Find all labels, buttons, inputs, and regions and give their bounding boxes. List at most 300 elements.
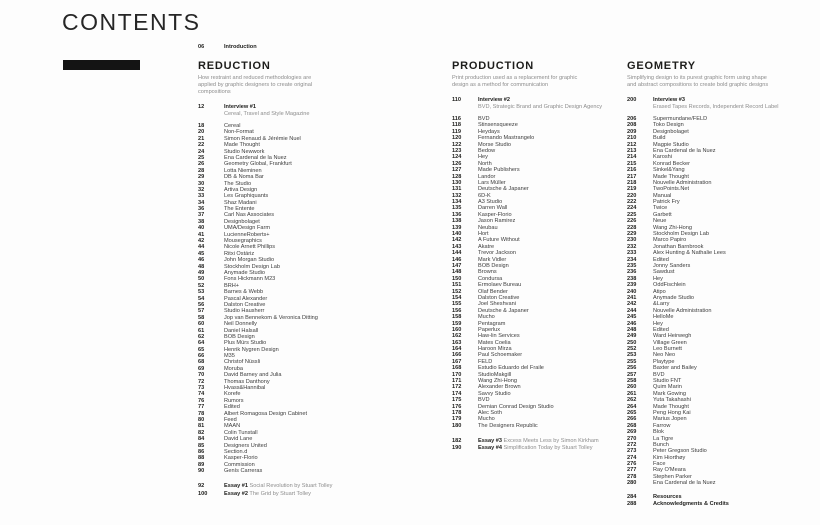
entry-page-number: 24 [198, 148, 205, 155]
entry-page-number: 37 [198, 212, 205, 219]
entry-page-number: 208 [627, 122, 637, 129]
entry-name: Kasper-Florio [224, 455, 258, 462]
entry-name: Haroon Mirza [478, 346, 512, 353]
entry-page-number: 216 [627, 167, 637, 174]
entry-page-number: 89 [198, 461, 205, 468]
entry-name: Heydays [478, 128, 500, 135]
entry-page-number: 68 [198, 359, 205, 366]
entry-name: Designers United [224, 442, 267, 449]
entry-page-number: 258 [627, 378, 637, 385]
entry-page-number: 245 [627, 314, 637, 321]
entry-page-number: 217 [627, 173, 637, 180]
entry-page-number: 233 [627, 250, 637, 257]
interview-title: Interview #2 [478, 97, 511, 103]
entry-page-number: 127 [452, 167, 462, 174]
entry-page-number: 276 [627, 461, 637, 468]
entry-page-number: 72 [198, 378, 205, 385]
entry-page-number: 56 [198, 301, 205, 308]
entry-page-number: 234 [627, 256, 637, 263]
entry-page-number: 220 [627, 192, 637, 199]
entry-page-number: 225 [627, 211, 637, 218]
essays-list [452, 438, 634, 452]
entry-name: Marius Jopen [653, 416, 687, 423]
entry-page-number: 261 [627, 390, 637, 397]
entry-page-number: 252 [627, 346, 637, 353]
entry-name: Carl Nas Associates [224, 212, 275, 219]
entry-page-number: 32 [198, 186, 205, 193]
entry-name: Trevor Jackson [478, 250, 517, 257]
entry-page-number: 20 [198, 129, 205, 136]
entry-name: The Entente [224, 206, 255, 213]
entry-name: Thomas Danthony [224, 378, 270, 385]
entry-page-number: 236 [627, 269, 637, 276]
entry-name: Made Publishers [478, 167, 520, 174]
entry-name: BVD [653, 371, 665, 378]
entry-name: A3 Studio [478, 199, 503, 206]
intro-label: Introduction [224, 44, 257, 50]
entry-name: Haw-lin Services [478, 333, 520, 340]
entry-page-number: 116 [452, 116, 462, 122]
entry-name: Korefe [224, 391, 241, 398]
entry-page-number: 46 [198, 257, 205, 264]
entry-page-number: 150 [452, 275, 462, 282]
interview-entry [198, 104, 430, 118]
entry-name: Face [653, 461, 666, 468]
entry-name: Edited [653, 256, 669, 263]
entry-name: TwoPoints.Net [653, 186, 690, 193]
entry-name: Barnes & Webb [224, 289, 264, 296]
essays-list [198, 483, 430, 497]
entry-name: Lars Müller [478, 179, 506, 186]
entry-page-number: 170 [452, 371, 462, 378]
entry-page-number: 262 [627, 397, 637, 404]
entry-page-number: 266 [627, 416, 637, 423]
interview-title: Interview #1 [224, 104, 257, 110]
entry-name: Garbett [653, 211, 672, 218]
title-underline-bar [63, 60, 140, 70]
entry-page-number: 232 [627, 243, 637, 250]
entry-page-number: 50 [198, 276, 205, 283]
entry-name: Artiva Design [224, 186, 258, 193]
entry-name: Mousegraphics [224, 238, 262, 245]
entry-name: Mucho [478, 416, 495, 423]
interview-row [627, 97, 819, 104]
interview-page-number: 200 [627, 97, 637, 103]
entry-page-number: 226 [627, 218, 637, 225]
section-description: Simplifying design to its purest graphic form using shape and abstract compositions to create bold graphic designs [627, 75, 769, 88]
essay-page-number: 100 [198, 490, 208, 497]
entry-name: Anymade Studio [224, 269, 266, 276]
entry-page-number: 81 [198, 423, 205, 430]
entry-name: BRH+ [224, 282, 240, 289]
entry-name: Alec Soth [478, 409, 502, 416]
entry-page-number: 139 [452, 224, 462, 231]
entry-name: BVD [478, 397, 490, 404]
entry-page-number: 213 [627, 147, 637, 154]
entry-page-number: 159 [452, 320, 462, 327]
entry-page-number: 180 [452, 422, 462, 429]
entry-name: HelloMe [653, 314, 674, 321]
entry-name: Moruba [224, 365, 243, 372]
entry-name: Neo Neo [653, 352, 676, 359]
entry-name: Akatre [478, 243, 495, 250]
entry-page-number: 69 [198, 365, 205, 372]
entry-page-number: 218 [627, 179, 637, 186]
entry-name: Build [653, 135, 666, 142]
entry-page-number: 38 [198, 218, 205, 225]
interview-row [198, 104, 430, 111]
entry-name: Joel Sheshvani [478, 301, 516, 308]
entry-name: Les Graphiquants [224, 193, 269, 200]
entry-row [627, 480, 819, 486]
entry-page-number: 148 [452, 269, 462, 276]
entry-page-number: 255 [627, 358, 637, 365]
entry-name: Darren Wall [478, 205, 508, 212]
entry-page-number: 240 [627, 288, 637, 295]
entry-page-number: 256 [627, 365, 637, 372]
entry-page-number: 235 [627, 262, 637, 269]
entry-name: Ena Cardenal de la Nuez [653, 147, 716, 154]
entry-page-number: 143 [452, 243, 462, 250]
entry-page-number: 171 [452, 378, 462, 385]
essay-row [452, 438, 634, 445]
entry-name: Ritxi Ostáriz [224, 250, 255, 257]
essay-text [478, 445, 593, 452]
entry-name: DB & Noma Bar [224, 174, 264, 181]
entry-name: Hey [653, 320, 663, 327]
entry-name: Edited [653, 326, 669, 333]
entry-page-number: 264 [627, 403, 637, 410]
entry-name: Simon Renaud & Jérémie Nuel [224, 135, 301, 142]
entry-name: Patrick Fry [653, 199, 680, 206]
entry-page-number: 88 [198, 455, 205, 462]
closing-row [627, 501, 819, 508]
entry-name: Nicole Arnett Phillips [224, 244, 275, 251]
entry-page-number: 66 [198, 353, 205, 360]
entry-name: Lotta Nieminen [224, 167, 262, 174]
entry-page-number: 142 [452, 237, 462, 244]
section-column-production [452, 60, 634, 453]
entry-name: Magpie Studio [653, 141, 689, 148]
entry-page-number: 41 [198, 231, 205, 238]
entry-page-number: 249 [627, 333, 637, 340]
entry-page-number: 241 [627, 294, 637, 301]
entry-page-number: 118 [452, 122, 462, 129]
entry-page-number: 167 [452, 358, 462, 365]
entry-name: FELD [478, 358, 493, 365]
entry-page-number: 222 [627, 199, 637, 206]
entry-page-number: 128 [452, 173, 462, 180]
entry-page-number: 273 [627, 448, 637, 455]
entry-name: Feed [224, 416, 237, 423]
entry-name: Stockholm Design Lab [224, 263, 280, 270]
entry-page-number: 147 [452, 262, 462, 269]
entry-name: Peter Gregson Studio [653, 448, 707, 455]
entry-name: Hvass&Hannibal [224, 385, 266, 392]
entry-name: Ray O'Meara [653, 467, 686, 474]
entry-name: Designbolaget [653, 128, 689, 135]
entry-name: Henrik Nygren Design [224, 346, 279, 353]
entry-name: Wang Zhi-Hong [478, 378, 517, 385]
essay-page-number: 182 [452, 438, 462, 445]
entry-page-number: 132 [452, 192, 462, 199]
entry-page-number: 48 [198, 263, 205, 270]
entry-name: Hey [478, 154, 488, 161]
entry-name: Neil Donnelly [224, 321, 257, 328]
entry-name: Leo Burnett [653, 346, 682, 353]
entry-name: Sinkel&Yang [653, 167, 685, 174]
entry-name: Marco Papiro [653, 237, 687, 244]
entry-page-number: 18 [198, 123, 205, 129]
entry-page-number: 123 [452, 147, 462, 154]
entry-page-number: 126 [452, 160, 462, 167]
entry-name: The Studio [224, 180, 252, 187]
entry-name: Village Green [653, 339, 687, 346]
entry-name: Blok [653, 429, 664, 436]
entry-page-number: 53 [198, 289, 205, 296]
entry-name: Pentagram [478, 320, 506, 327]
entry-page-number: 277 [627, 467, 637, 474]
entry-page-number: 52 [198, 282, 205, 289]
essay-page-number: 190 [452, 445, 462, 452]
entry-name: OddFischlein [653, 282, 686, 289]
entry-name: Demian Conrad Design Studio [478, 403, 554, 410]
entry-name: Jop van Bennekom & Veronica Ditting [224, 314, 318, 321]
entry-name: Neubau [478, 224, 498, 231]
entry-name: Mucho [478, 314, 495, 321]
section-heading: REDUCTION [198, 60, 271, 72]
entry-page-number: 239 [627, 282, 637, 289]
entries-list [452, 116, 634, 429]
entry-name: Condursa [478, 275, 503, 282]
entry-name: La Tigre [653, 435, 674, 442]
entry-name: Ward Heirwegh [653, 333, 692, 340]
closing-label: Acknowledgments & Credits [653, 500, 729, 507]
interview-entry [452, 97, 634, 111]
entry-page-number: 25 [198, 154, 205, 161]
entry-name: Nouvelle Administration [653, 307, 712, 314]
entry-page-number: 57 [198, 308, 205, 315]
entry-page-number: 124 [452, 154, 462, 161]
entry-name: Peng Hong Kai [653, 409, 691, 416]
entry-page-number: 77 [198, 404, 205, 411]
entry-page-number: 62 [198, 333, 205, 340]
entry-name: David Barney and Julia [224, 372, 282, 379]
entry-name: Sawdust [653, 269, 675, 276]
entry-name: Stephen Parker [653, 473, 692, 480]
entry-name: Atipo [653, 288, 666, 295]
section-heading: PRODUCTION [452, 60, 534, 72]
page-title: CONTENTS [62, 9, 201, 35]
entry-page-number: 278 [627, 473, 637, 480]
entry-page-number: 136 [452, 211, 462, 218]
entries-list [627, 116, 819, 487]
entry-page-number: 61 [198, 327, 205, 334]
essay-subtitle: Excess Meets Less by Simon Kirkham [503, 438, 599, 445]
essay-row [198, 483, 430, 490]
entry-page-number: 34 [198, 199, 205, 206]
entry-page-number: 130 [452, 179, 462, 186]
entry-name: Hey [653, 275, 663, 282]
interview-page-number: 12 [198, 104, 205, 110]
entry-page-number: 269 [627, 429, 637, 436]
entry-page-number: 209 [627, 128, 637, 135]
entry-page-number: 248 [627, 326, 637, 333]
essay-text [224, 483, 332, 490]
closing-page-number: 284 [627, 493, 637, 500]
entry-name: Designbolaget [224, 218, 260, 225]
entry-name: North [478, 160, 492, 167]
entry-name: Ermolaev Bureau [478, 282, 522, 289]
section-column-geometry [627, 60, 819, 508]
entry-name: Non-Format [224, 129, 254, 136]
entry-page-number: 265 [627, 409, 637, 416]
entry-page-number: 219 [627, 186, 637, 193]
entry-page-number: 244 [627, 307, 637, 314]
entry-name: Savvy Studio [478, 390, 511, 397]
entry-page-number: 246 [627, 320, 637, 327]
entry-page-number: 272 [627, 441, 637, 448]
entry-name: Mark Gowing [653, 390, 686, 397]
entry-name: Christof Nüssli [224, 359, 261, 366]
entry-name: Hort [478, 231, 489, 238]
entry-page-number: 163 [452, 339, 462, 346]
entry-name: Kim Hiorthøy [653, 454, 686, 461]
entry-page-number: 60 [198, 321, 205, 328]
entry-name: Karoshi [653, 154, 672, 161]
entry-page-number: 140 [452, 231, 462, 238]
entry-page-number: 146 [452, 256, 462, 263]
interview-subtitle: Erased Tapes Records, Independent Record Label [653, 104, 779, 110]
entry-page-number: 162 [452, 333, 462, 340]
entry-page-number: 131 [452, 186, 462, 193]
entry-page-number: 73 [198, 385, 205, 392]
entry-name: BVD [478, 116, 490, 122]
entry-page-number: 90 [198, 468, 205, 475]
closing-label: Resources [653, 493, 682, 500]
entry-name: M35 [224, 353, 235, 360]
entry-name: Mates Coelia [478, 339, 511, 346]
entry-name: Supermundane/FELD [653, 116, 708, 122]
entry-page-number: 49 [198, 269, 205, 276]
entry-name: Daniel Halsall [224, 327, 259, 334]
entry-page-number: 268 [627, 422, 637, 429]
interview-page-number: 110 [452, 97, 462, 103]
entry-page-number: 238 [627, 275, 637, 282]
entry-name: &Larry [653, 301, 670, 308]
entry-page-number: 30 [198, 180, 205, 187]
entry-name: Studio Hausherr [224, 308, 265, 315]
entry-name: Studio FNT [653, 378, 682, 385]
entry-name: Commission [224, 461, 255, 468]
entry-name: Mark Vidler [478, 256, 507, 263]
entry-name: Made Thought [653, 173, 689, 180]
entry-page-number: 80 [198, 416, 205, 423]
entry-name: Playtype [653, 358, 675, 365]
entry-page-number: 54 [198, 295, 205, 302]
entry-name: Plus Mürs Studio [224, 340, 267, 347]
intro-page-number: 06 [198, 44, 205, 50]
entry-name: 6D-K [478, 192, 491, 199]
entry-page-number: 210 [627, 135, 637, 142]
entry-page-number: 86 [198, 448, 205, 455]
section-description: Print production used as a replacement for graphic design as a method for communication [452, 75, 578, 88]
entry-page-number: 176 [452, 403, 462, 410]
entry-name: Twice [653, 205, 668, 212]
entry-name: Dalston Creative [478, 294, 520, 301]
entry-name: David Lane [224, 436, 253, 443]
entry-name: Farrow [653, 422, 671, 429]
intro-row [198, 44, 257, 51]
entry-page-number: 36 [198, 206, 205, 213]
entry-name: MAAN [224, 423, 241, 430]
entry-page-number: 280 [627, 480, 637, 487]
entry-name: Quim Marin [653, 384, 682, 391]
essay-page-number: 92 [198, 483, 205, 490]
entry-name: Nouvelle Administration [653, 179, 712, 186]
entry-name: Geometry Global, Frankfurt [224, 161, 292, 168]
essay-row [452, 445, 634, 452]
interview-title: Interview #3 [653, 97, 686, 103]
essay-text [224, 491, 311, 498]
entry-name: Paperlux [478, 326, 501, 333]
entry-page-number: 152 [452, 288, 462, 295]
entry-name: Alexander Brown [478, 384, 521, 391]
entry-name: Paul Schoemaker [478, 352, 523, 359]
entry-page-number: 270 [627, 435, 637, 442]
entry-name: Fernando Mastrangelo [478, 135, 535, 142]
entry-name: Edited [224, 404, 240, 411]
entry-name: Yuta Takahashi [653, 397, 691, 404]
entry-page-number: 274 [627, 454, 637, 461]
entry-row [198, 468, 430, 474]
entry-name: Genís Carreras [224, 468, 263, 475]
entry-name: Konrad Becker [653, 160, 691, 167]
entry-name: Stinsensqueeze [478, 122, 518, 129]
entry-page-number: 64 [198, 340, 205, 347]
section-column-reduction [198, 60, 430, 498]
entry-name: Rumors [224, 397, 244, 404]
interview-entry [627, 97, 819, 111]
entry-name: Albert Romagosa Design Cabinet [224, 410, 308, 417]
essay-title: Essay #3 [478, 438, 502, 445]
essay-subtitle: The Grid by Stuart Tolley [249, 490, 311, 497]
entry-page-number: 44 [198, 244, 205, 251]
entry-name: Bunch [653, 441, 669, 448]
entry-name: Colin Tunstall [224, 429, 258, 436]
entry-page-number: 260 [627, 384, 637, 391]
entry-name: Olaf Bender [478, 288, 508, 295]
interview-subtitle: BVD, Strategic Brand and Graphic Design Agency [478, 104, 603, 110]
entry-page-number: 40 [198, 225, 205, 232]
entry-name: Manual [653, 192, 672, 199]
entry-name: Jonny Sanders [653, 262, 691, 269]
entries-list [198, 123, 430, 474]
entry-name: John Morgan Studio [224, 257, 275, 264]
entry-page-number: 119 [452, 128, 462, 135]
entry-page-number: 21 [198, 135, 205, 142]
entry-name: Baxter and Bailey [653, 365, 697, 372]
entry-name: Estudio Eduardo del Fraile [478, 365, 544, 372]
entry-name: Ena Cardenal de la Nuez [224, 154, 287, 161]
entry-page-number: 257 [627, 371, 637, 378]
entry-page-number: 156 [452, 307, 462, 314]
entry-page-number: 229 [627, 231, 637, 238]
entry-page-number: 164 [452, 346, 462, 353]
entry-page-number: 82 [198, 429, 205, 436]
entry-page-number: 85 [198, 442, 205, 449]
entry-name: Deutsche & Japaner [478, 186, 529, 193]
